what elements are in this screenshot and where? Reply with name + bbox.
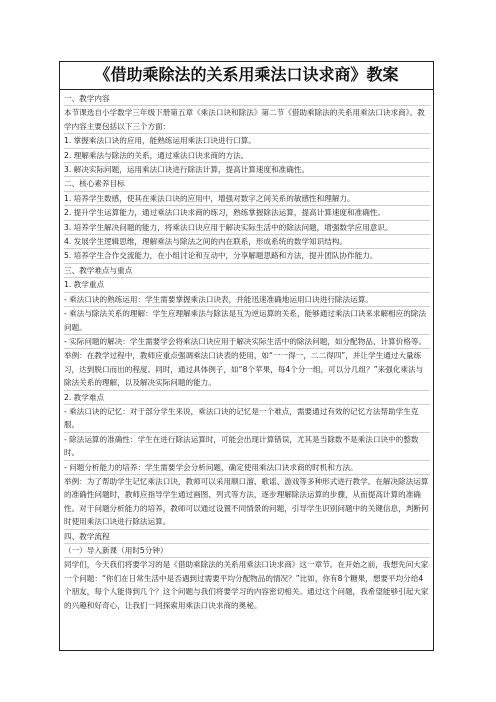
body-paragraph: - 乘法与除法关系的理解：学生应理解乘法与除法是互为逆运算的关系，能够通过乘法口诀来求解相应的除法问题。 [64,307,430,335]
body-paragraph: 同学们，今天我们将要学习的是《借助乘除法的关系用乘法口诀求商》这一章节。在开始之前，我想先问大家一个问题：“你们在日常生活中是否遇到过需要平均分配物品的情况？”比如，你有8个糖果，想要平均分给4个朋友，每个人能得到几个？这个问题与我们将要学习的内容密切相关。通过这个问题，我希望能够引起大家的兴趣和好奇心，让我们一同探索用乘法口诀求商的奥秘。 [64,560,429,610]
body-paragraph: 2. 理解乘法与除法的关系，通过乘法口诀求商的方法。 [64,149,430,163]
body-paragraph: 二、核心素养目标 [64,177,430,191]
body-paragraph: 1. 教学重点 [64,278,430,292]
body-paragraph: 举例：为了帮助学生记忆乘法口诀，教师可以采用顺口溜、歌谣、游戏等多种形式进行教学。在解决除法运算的准确性问题时，教师应指导学生通过画图、列式等方法，逐步理解除法运算的步骤，从而提高计算的准确性。对于问题分析能力的培养，教师可以通过设置不同情景的问题，引导学生识别问题中的关键信息，判断何时使用乘法口诀进行除法运算。 [64,475,430,530]
body-paragraph: 举例：在教学过程中，教师应重点强调乘法口诀表的使用，如“一一得一，二二得四”，并让学生通过大量练习，达到脱口而出的程度。同时，通过具体例子，如“8个苹果，每4个分一组，可以分几组？”来强化乘法与除法关系的理解，以及解决实际问题的能力。 [64,349,430,390]
body-paragraph: 一、教学内容 [64,92,430,106]
document-title: 《借助乘除法的关系用乘法口诀求商》教案 [60,62,433,90]
body-paragraph: 3. 培养学生解决问题的能力，将乘法口诀应用于解决实际生活中的除法问题，增强数学应用意识。 [64,221,430,235]
body-paragraph: - 乘法口诀的熟练运用：学生需要掌握乘法口诀表，并能迅速准确地运用口诀进行除法运算。 [64,293,430,307]
body-paragraph: 2. 教学难点 [64,391,430,405]
body-paragraph: 1. 掌握乘法口诀的应用，能熟练运用乘法口诀进行口算。 [64,134,430,148]
body-paragraph: 1. 培养学生数感，使其在乘法口诀的应用中，增强对数字之间关系的敏感性和理解力。 [64,192,430,206]
body-paragraph: 2. 提升学生运算能力，通过乘法口诀求商的练习，熟练掌握除法运算，提高计算速度和准确性。 [64,206,430,220]
body-paragraph: - 问题分析能力的培养：学生需要学会分析问题，确定使用乘法口诀求商的时机和方法。 [64,461,430,475]
document-body [60,90,433,612]
body-paragraph: 3. 解决实际问题，运用乘法口诀进行除法计算，提高计算速度和准确性。 [64,163,430,177]
body-paragraph: - 实际问题的解决：学生需要学会将乘法口诀应用于解决实际生活中的除法问题，如分配物品、计算价格等。 [64,335,430,349]
lesson-plan-table [59,61,434,651]
body-paragraph: 三、教学难点与重点 [64,264,430,278]
body-paragraph: - 乘法口诀的记忆：对于部分学生来说，乘法口诀的记忆是一个难点，需要通过有效的记忆方法帮助学生克服。 [64,405,430,433]
body-paragraph: 4. 发展学生逻辑思维，理解乘法与除法之间的内在联系，形成系统的数学知识结构。 [64,235,430,249]
body-paragraph: 5. 培养学生合作交流能力，在小组讨论和互动中，分享解题思路和方法，提升团队协作能力。 [64,249,430,263]
body-paragraph: - 除法运算的准确性：学生在进行除法运算时，可能会出现计算错误，尤其是当除数不是乘法口诀中的整数时。 [64,433,430,461]
body-paragraph: 本节课选自小学数学三年级下册第五章《乘法口诀和除法》第二节《借助乘除法的关系用乘法口诀求商》。教学内容主要包括以下三个方面： [64,106,430,134]
body-paragraph: （一）导入新课（用时5分钟） [64,544,430,558]
body-paragraph: 四、教学流程 [64,530,430,544]
